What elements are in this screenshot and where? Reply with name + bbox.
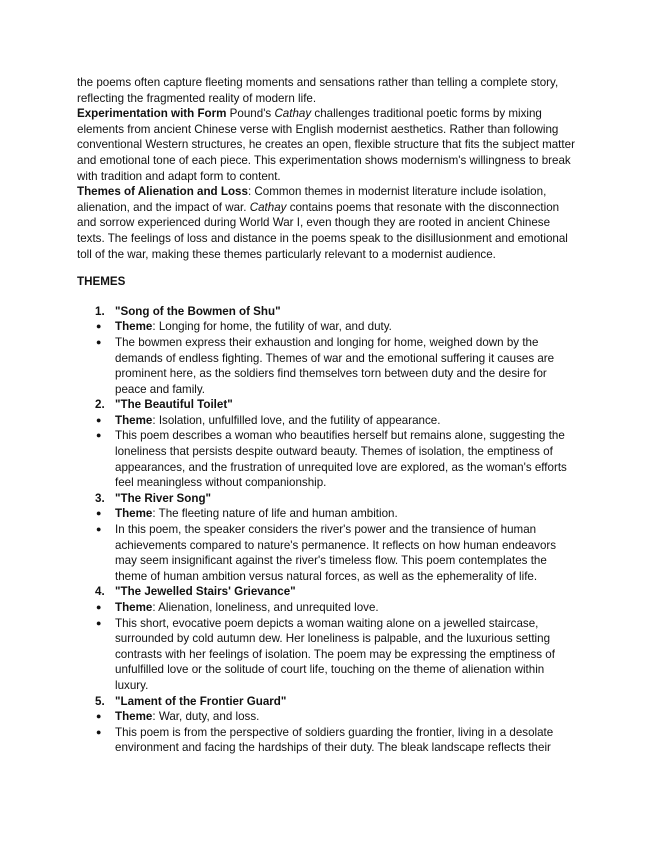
poem-theme-bullet bbox=[77, 600, 577, 616]
poem-description-bullet bbox=[77, 725, 577, 756]
poem-theme-bullet bbox=[77, 413, 577, 429]
intro-continuation-text: the poems often capture fleeting moments and sensations rather than telling a complete story, reflecting the fragmented reality of modern life. bbox=[77, 76, 559, 105]
poem-description-bullet bbox=[77, 522, 577, 584]
bullet-icon: ● bbox=[96, 321, 102, 332]
bullet-icon: ● bbox=[96, 508, 102, 519]
experimentation-text-b: challenges traditional poetic forms by mixing elements from ancient Chinese verse with English modernist aesthetics. Rather than following conventional Western structures, he creates an open, flexible structure that fits the subject matter and emotional tone of each piece. This experimentation shows modernism's willingness to break with tradition and adapt form to content. bbox=[77, 107, 575, 183]
poem-title-item bbox=[77, 397, 577, 413]
poem-title: "The Beautiful Toilet" bbox=[115, 398, 233, 412]
poem-theme-text: : Isolation, unfulfilled love, and the futility of appearance. bbox=[152, 413, 441, 427]
poem-theme-bullet bbox=[77, 506, 577, 522]
poem-number: 4. bbox=[95, 585, 105, 599]
poem-theme-text: : Longing for home, the futility of war, and duty. bbox=[152, 320, 392, 334]
poem-title: "Song of the Bowmen of Shu" bbox=[115, 304, 281, 318]
alienation-paragraph bbox=[77, 184, 577, 262]
poem-theme-text: : War, duty, and loss. bbox=[152, 710, 260, 724]
bullet-icon: ● bbox=[96, 602, 102, 612]
poem-number: 3. bbox=[95, 491, 105, 505]
bullet-icon: ● bbox=[96, 711, 102, 722]
alienation-label: Themes of Alienation and Loss bbox=[77, 185, 248, 199]
poem-theme-text: : The fleeting nature of life and human ambition. bbox=[152, 507, 398, 521]
poem-title: "The Jewelled Stairs' Grievance" bbox=[115, 585, 296, 599]
poem-theme-text: : Alienation, loneliness, and unrequited love. bbox=[152, 601, 379, 614]
poem-title-item bbox=[77, 304, 577, 320]
bullet-icon: ● bbox=[96, 524, 102, 535]
document-content bbox=[77, 75, 577, 756]
theme-label: Theme bbox=[115, 710, 153, 724]
poem-description: This poem describes a woman who beautifies herself but remains alone, suggesting the loneliness that persists despite outward beauty. Themes of isolation, the emptiness of appearances, and the frustration of unrequited love are explored, as the woman's efforts feel meaningless without companionship. bbox=[115, 429, 567, 490]
poem-number: 2. bbox=[95, 398, 105, 412]
poem-title-item bbox=[77, 584, 577, 600]
alienation-italic-title: Cathay bbox=[249, 200, 287, 214]
bullet-icon: ● bbox=[96, 430, 102, 441]
themes-list bbox=[77, 304, 577, 756]
poem-number: 1. bbox=[95, 304, 105, 318]
theme-label: Theme bbox=[115, 320, 153, 334]
alienation-text-a: : Common themes in modernist literature include isolation, alienation, and the impact of war. bbox=[77, 185, 547, 214]
poem-description: This poem is from the perspective of soldiers guarding the frontier, living in a desolate environment and facing the hardships of their duty. The bleak landscape reflects their bbox=[115, 725, 554, 755]
experimentation-italic-title: Cathay bbox=[274, 107, 312, 121]
bullet-icon: ● bbox=[96, 726, 102, 737]
poem-description-bullet bbox=[77, 616, 577, 694]
poem-description: In this poem, the speaker considers the river's power and the transience of human achievements compared to nature's permanence. It reflects on how human endeavors may seem insignificant against the river's timeless flow. This poem contemplates the theme of human ambition versus natural forces, as well as the ephemerality of life. bbox=[115, 523, 557, 583]
poem-theme-bullet bbox=[77, 319, 577, 335]
poem-description-bullet bbox=[77, 335, 577, 397]
poem-number: 5. bbox=[95, 694, 105, 708]
theme-label: Theme bbox=[115, 507, 153, 521]
experimentation-paragraph bbox=[77, 106, 577, 184]
alienation-text-b: contains poems that resonate with the disconnection and sorrow experienced during World War I, even though they are rooted in ancient Chinese texts. The feelings of loss and distance in the poems speak to the disillusionment and emotional toll of the war, making these themes particularly relevant to a modernist audience. bbox=[77, 200, 568, 261]
poem-title-item bbox=[77, 491, 577, 507]
poem-description: The bowmen express their exhaustion and longing for home, weighed down by the demands of endless fighting. Themes of war and the emotional suffering it causes are prominent here, as the soldiers find themselves torn between duty and the desire for peace and family. bbox=[115, 335, 555, 396]
poem-title-item bbox=[77, 694, 577, 710]
theme-label: Theme bbox=[115, 601, 153, 614]
bullet-icon: ● bbox=[96, 336, 102, 347]
bullet-icon: ● bbox=[96, 617, 102, 628]
experimentation-text-a: Pound's bbox=[226, 107, 275, 121]
bullet-icon: ● bbox=[96, 414, 102, 425]
poem-description-bullet bbox=[77, 428, 577, 490]
poem-title: "The River Song" bbox=[115, 491, 212, 505]
themes-heading: THEMES bbox=[77, 275, 126, 289]
intro-continuation-paragraph bbox=[77, 75, 577, 106]
poem-title: "Lament of the Frontier Guard" bbox=[115, 694, 287, 708]
theme-label: Theme bbox=[115, 413, 153, 427]
poem-description: This short, evocative poem depicts a woman waiting alone on a jewelled staircase, surrounded by cold autumn dew. Her loneliness is palpable, and the luxurious setting contrasts with her feelings of isolation. The poem may be expressing the emptiness of unfulfilled love or the solitude of court life, touching on the theme of alienation within luxury. bbox=[115, 616, 555, 692]
experimentation-label: Experimentation with Form bbox=[77, 107, 227, 121]
poem-theme-bullet bbox=[77, 709, 577, 725]
